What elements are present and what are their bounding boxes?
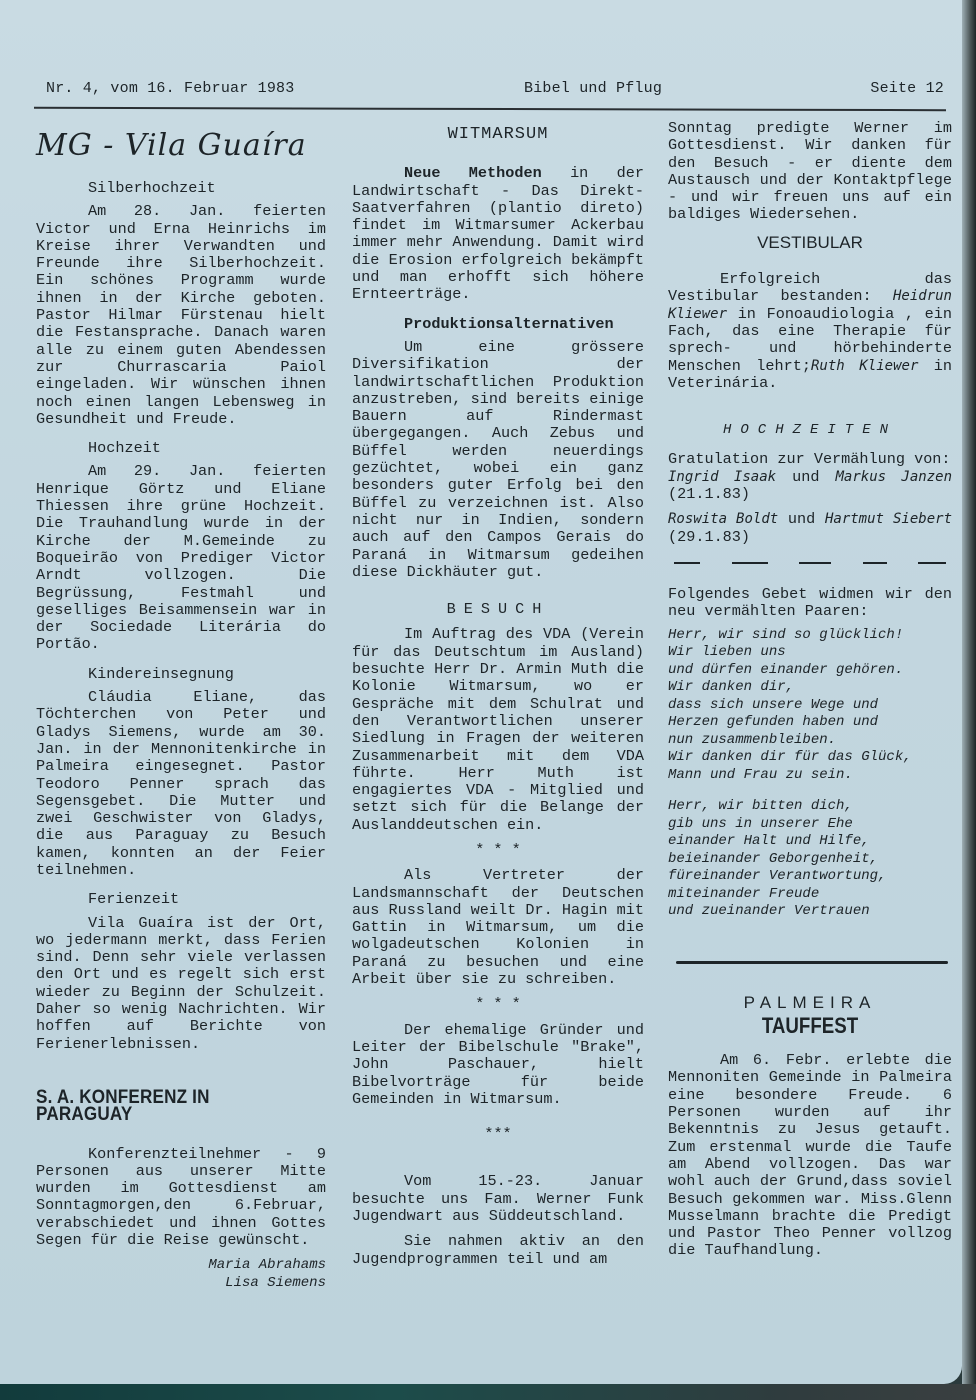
prayer-line: miteinander Freude — [668, 885, 820, 902]
couple-name: Roswita Boldt — [668, 511, 779, 528]
dash-divider — [668, 562, 952, 564]
prayer-line: und zueinander Vertrauen — [668, 903, 870, 920]
section-title-vila-guaira: MG - Vila Guaíra — [36, 128, 307, 163]
column-vila-guaira — [36, 120, 326, 1292]
article-hochzeit: Am 29. Jan. feierten Henrique Görtz und Eliane Thiessen ihre grüne Hochzeit. Die Trauhandlung wurde in der Kirche der M.Gemeinde zu Boqueirão von Prediger Victor Arndt vollzogen. Die Begrüssung, Festmahl und geselliges Beisammensein war in der Sociedade Literária do Portão. — [36, 462, 326, 654]
publication-name: Bibel und Pflug — [524, 80, 663, 97]
page-number: Seite 12 — [870, 80, 944, 97]
article-kindereinsegnung: Cláudia Eliane, das Töchterchen von Peter und Gladys Siemens, wurde am 30. Jan. in der Mennonitenkirche in Palmeira eingesegnet. Pastor Teodoro Penner sprach das Segensgebet. Die Mutter und zwei Geschwister von Gladys, die aus Paraguay zu Besuch kamen, konnten an der Feier teilnehmen. — [36, 688, 326, 879]
couple-name: Ingrid Isaak — [668, 468, 777, 485]
background-surface — [0, 1384, 976, 1400]
column-witmarsum — [352, 120, 644, 1268]
separator-stars: *** — [484, 1125, 512, 1144]
prayer-stanza-1 — [668, 627, 952, 785]
article-produktionsalternativen: Um eine grössere Diversifikation der landwirtschaftlichen Produktion anzustreben, sind bereits einige Bauern auf Rindermast übergegangen. Auch Zebus und Büffel werden neuerdings gezüchtet, wobei ein ganz besonders guter Erfolg bei den Büffel zu verzeichnen ist. Also nicht nur in Indien, sondern auch auf den Campos Gerais do Paraná in Witmarsum gedeihen diese Dickhäuter gut. — [352, 337, 644, 581]
prayer-line: Mann und Frau zu sein. — [668, 766, 853, 783]
gebet-intro: Folgendes Gebet widmen wir den neu vermählten Paaren: — [668, 584, 952, 621]
section-divider — [676, 961, 948, 964]
article-jugendprogramm: Sie nahmen aktiv an den Jugendprogrammen teil und am — [352, 1232, 644, 1268]
header-divider — [34, 107, 946, 111]
section-title-hochzeiten: HOCHZEITEN — [722, 422, 897, 439]
subheading-ferienzeit: Ferienzeit — [88, 890, 180, 909]
page-header — [46, 80, 944, 102]
lead-neue-methoden: Neue Methoden — [404, 164, 542, 183]
couple-2 — [668, 511, 952, 546]
signature-1: Maria Abrahams — [208, 1257, 326, 1274]
article-landsmannschaft: Als Vertreter der Landsmannschaft der Deutschen aus Russland weilt Dr. Hagin mit Gattin in Witmarsum, um die wolgadeutschen Kolonien in Paraná zu besuchen und eine Arbeit über sie zu schreiben. — [352, 866, 644, 989]
couple-und: und — [778, 510, 825, 529]
text-neue-methoden: in der Landwirtschaft - Das Direkt-Saatverfahren (plantio direto) findet im Witmarsumer Ackerbau immer mehr Anwendung. Damit wird die Erosion erfolgreich bekämpft und man erhofft sich höhere Ernteerträge. — [352, 164, 644, 304]
article-konferenz: Konferenzteilnehmer - 9 Personen aus unserer Mitte wurden im Gottesdienst am Sonntagmorgen,den 6.Februar, verabschiedet und ihnen Gottes Segen für die Reise gewünscht. — [36, 1144, 326, 1250]
section-title-witmarsum: WITMARSUM — [447, 125, 549, 144]
subheading-silberhochzeit: Silberhochzeit — [88, 179, 216, 197]
prayer-line: Herr, wir bitten dich, — [668, 798, 853, 815]
page-binding-edge — [962, 0, 976, 1400]
vest-text: Erfolgreich das Vestibular bestanden: — [668, 270, 952, 306]
article-ferienzeit: Vila Guaíra ist der Ort, wo jedermann merkt, dass Ferien sind. Denn sehr viele verlassen den Ort und es regelt sich erst wieder zu Beginn der Schulzeit. Daher so wenig Nachrichten. Wir hoffen auf Berichte von Ferienerlebnissen. — [36, 913, 326, 1053]
subheading-hochzeit: Hochzeit — [88, 439, 161, 458]
signature-2: Lisa Siemens — [225, 1274, 326, 1291]
prayer-line: gib uns in unserer Ehe — [668, 815, 853, 832]
separator-stars: * * * — [475, 840, 521, 859]
section-title-vestibular: VESTIBULAR — [757, 232, 863, 252]
vest-text: in Veterinária. — [668, 356, 952, 392]
couple-1 — [668, 469, 952, 504]
article-neue-methoden — [352, 165, 644, 303]
couple-date: (21.1.83) — [668, 485, 751, 504]
section-title-tauffest: TAUFFEST — [761, 1012, 859, 1038]
couple-name: Hartmut Siebert — [824, 511, 953, 528]
vest-text: in Fonoaudiologia , ein Fach, das eine Therapie für sprech- und hörbehinderte Menschen lehrt; — [668, 304, 952, 375]
gratulation-text: Gratulation zur Vermählung von: — [668, 450, 951, 469]
couple-name: Markus Janzen — [835, 468, 952, 485]
prayer-stanza-2 — [668, 798, 952, 921]
prayer-line: Wir danken dir, — [668, 679, 795, 696]
article-funk-besuch: Vom 15.-23. Januar besuchte uns Fam. Werner Funk Jugendwart aus Süddeutschland. — [352, 1172, 644, 1226]
issue-date: Nr. 4, vom 16. Februar 1983 — [46, 80, 295, 97]
prayer-line: beieinander Geborgenheit, — [668, 850, 879, 867]
column-right — [668, 120, 952, 1260]
article-vestibular — [668, 271, 952, 392]
separator-stars: * * * — [475, 995, 521, 1014]
article-besuch-vda: Im Auftrag des VDA (Verein für das Deutschtum im Ausland) besuchte Herr Dr. Armin Muth die Kolonie Witmarsum, wo er Gespräche mit dem Schulrat und den Verantwortlichen unserer Siedlung in Fragen der weiteren Zusammenarbeit mit dem VDA führte. Herr Muth ist engagiertes VDA - Mitglied und setzt sich für die Belange der Auslanddeutschen ein. — [352, 625, 644, 834]
subheading-kindereinsegnung: Kindereinsegnung — [88, 664, 234, 683]
prayer-line: füreinander Verantwortung, — [668, 868, 887, 885]
prayer-line: nun zusammenbleiben. — [668, 731, 837, 748]
article-silberhochzeit: Am 28. Jan. feierten Victor und Erna Heinrichs im Kreise ihrer Verwandten und Freunde ihre Silberhochzeit. Ein schönes Programm wurde ihnen in der Kirche geboten. Pastor Hilmar Fürstenau hielt die Festansprache. Danach waren alle zu einem guten Abendessen zur Churrascaria Paiol eingeladen. Wir wünschen ihnen noch einen langen Lebensweg in Gesundheit und Freude. — [36, 202, 326, 428]
article-bibelschule: Der ehemalige Gründer und Leiter der Bibelschule "Brake", John Paschauer, hielt Bibelvorträge für beide Gemeinden in Witmarsum. — [352, 1020, 644, 1108]
section-title-palmeira: PALMEIRA — [743, 992, 877, 1012]
couple-date: (29.1.83) — [668, 527, 751, 546]
article-continuation: Sonntag predigte Werner im Gottesdienst. Wir danken für den Besuch - er diente dem Austausch und der Kontaktpflege - und wir freuen uns auf ein baldiges Wiedersehen. — [668, 119, 952, 224]
prayer-line: und dürfen einander gehören. — [668, 661, 904, 678]
prayer-line: einander Halt und Hilfe, — [668, 833, 870, 850]
couple-und: und — [776, 467, 836, 486]
article-tauffest: Am 6. Febr. erlebte die Mennoniten Gemeinde in Palmeira eine besondere Freude. 6 Personen wurden auf ihr Bekenntnis zu Jesus getauft. Zum erstenmal wurde die Taufe am Abend vollzogen. Das war wohl auch der Grund,dass soviel Besuch gekommen war. Miss.Glenn Musselmann brachte die Predigt und Pastor Theo Penner vollzog die Taufhandlung. — [668, 1051, 952, 1260]
vest-name-2: Ruth Kliewer — [810, 357, 919, 374]
subheading-produktionsalternativen: Produktionsalternativen — [404, 314, 614, 333]
prayer-line: Wir lieben uns — [668, 644, 786, 661]
prayer-line: Herzen gefunden haben und — [668, 714, 879, 731]
prayer-line: dass sich unsere Wege und — [668, 696, 879, 713]
vest-name-1: Heidrun Kliewer — [668, 288, 952, 322]
section-title-konferenz: S. A. KONFERENZ IN PARAGUAY — [36, 1086, 210, 1126]
prayer-line: Herr, wir sind so glücklich! — [668, 626, 904, 643]
prayer-line: Wir danken dir für das Glück, — [668, 749, 912, 766]
subheading-besuch: BESUCH — [446, 600, 550, 619]
